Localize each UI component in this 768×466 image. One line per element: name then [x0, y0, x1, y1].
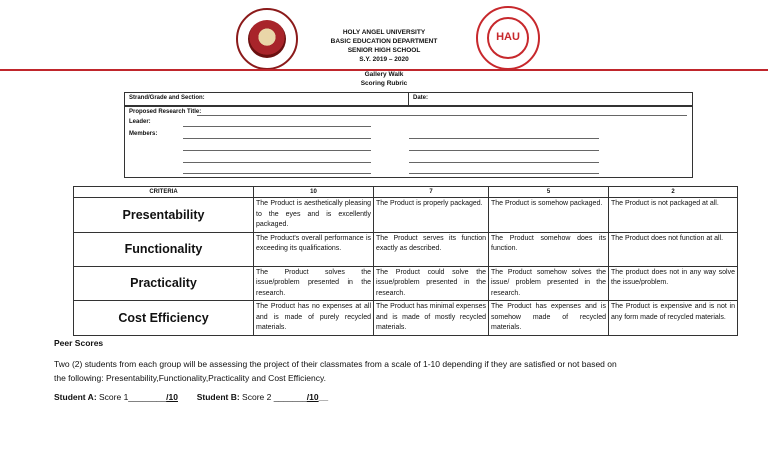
- school-year: S.Y. 2019 – 2020: [359, 56, 409, 63]
- strand-date-divider: [408, 93, 409, 105]
- date-label: Date:: [413, 95, 429, 101]
- descriptor-cell: The product does not in any way solve the issue/problem.: [609, 266, 738, 301]
- student-b-label: Student B:: [196, 392, 240, 402]
- header-score-7: 7: [374, 187, 489, 198]
- rubric-title: Scoring Rubric: [360, 80, 408, 87]
- descriptor-cell: The Product has minimal expenses and is made of mostly recycled materials.: [374, 301, 489, 336]
- strand-date-row: [124, 92, 693, 106]
- research-info-box: [124, 106, 693, 178]
- basic-education-seal-logo: HAU: [476, 6, 540, 70]
- member-line[interactable]: [183, 150, 371, 151]
- header-score-2: 2: [609, 187, 738, 198]
- research-title-label: Proposed Research Title:: [129, 109, 202, 115]
- descriptor-cell: The Product serves its function exactly as described.: [374, 232, 489, 266]
- table-row: [74, 198, 738, 233]
- criteria-cost-efficiency: Cost Efficiency: [74, 301, 254, 336]
- member-line[interactable]: [409, 162, 599, 163]
- member-line[interactable]: [183, 138, 371, 139]
- descriptor-cell: The Product is somehow packaged.: [489, 198, 609, 233]
- strand-label: Strand/Grade and Section:: [129, 95, 205, 101]
- descriptor-cell: The Product is not packaged at all.: [609, 198, 738, 233]
- scoring-rubric-table: [73, 186, 738, 336]
- criteria-functionality: Functionality: [74, 232, 254, 266]
- student-b-tail: __: [318, 392, 329, 402]
- descriptor-cell: The Product is properly packaged.: [374, 198, 489, 233]
- descriptor-cell: The Product somehow solves the issue/ problem presented in the research.: [489, 266, 609, 301]
- descriptor-cell: The Product does not function at all.: [609, 232, 738, 266]
- table-row: [74, 266, 738, 301]
- member-line[interactable]: [183, 162, 371, 163]
- descriptor-cell: The Product's overall performance is exceeding its qualifications.: [254, 232, 374, 266]
- members-label: Members:: [129, 131, 158, 137]
- member-line[interactable]: [409, 150, 599, 151]
- member-line[interactable]: [183, 173, 371, 174]
- descriptor-cell: The Product has expenses and is somehow made of recycled materials.: [489, 301, 609, 336]
- student-scores-line: [54, 391, 328, 404]
- criteria-presentability: Presentability: [74, 198, 254, 233]
- rubric-header-row: [74, 187, 738, 198]
- header-score-10: 10: [254, 187, 374, 198]
- descriptor-cell: The Product is expensive and is not in any form made of recycled materials.: [609, 301, 738, 336]
- descriptor-cell: The Product could solve the issue/problem presented in the research.: [374, 266, 489, 301]
- university-name: HOLY ANGEL UNIVERSITY: [342, 29, 426, 36]
- student-b-total: /10: [306, 392, 319, 402]
- descriptor-cell: The Product has no expenses at all and is made of purely recycled materials.: [254, 301, 374, 336]
- school-name: SENIOR HIGH SCHOOL: [347, 47, 421, 54]
- header-criteria: CRITERIA: [74, 187, 254, 198]
- descriptor-cell: The Product is aesthetically pleasing to the eyes and is excellently packaged.: [254, 198, 374, 233]
- header-score-5: 5: [489, 187, 609, 198]
- student-a-total: /10: [166, 392, 178, 402]
- criteria-practicality: Practicality: [74, 266, 254, 301]
- member-line[interactable]: [409, 173, 599, 174]
- table-row: [74, 232, 738, 266]
- student-a-label: Student A:: [54, 392, 97, 402]
- department-name: BASIC EDUCATION DEPARTMENT: [330, 38, 438, 45]
- peer-scores-heading: Peer Scores: [54, 338, 104, 348]
- descriptor-cell: The Product solves the issue/problem presented in the research.: [254, 266, 374, 301]
- peer-instructions-line-2: the following: Presentability,Functionality,Practicality and Cost Efficiency.: [54, 373, 326, 383]
- activity-title: Gallery Walk: [364, 71, 404, 78]
- table-row: [74, 301, 738, 336]
- descriptor-cell: The Product somehow does its function.: [489, 232, 609, 266]
- research-title-line[interactable]: [197, 115, 687, 116]
- member-line[interactable]: [409, 138, 599, 139]
- leader-label: Leader:: [129, 119, 151, 125]
- leader-line[interactable]: [183, 126, 371, 127]
- student-b-score-field[interactable]: Score 2 _______: [239, 392, 307, 402]
- student-a-score-field[interactable]: Score 1________: [96, 392, 167, 402]
- peer-instructions-line-1: Two (2) students from each group will be assessing the project of their classmates from a scale of 1-10 depending if they are satisfied or not based on: [54, 359, 617, 369]
